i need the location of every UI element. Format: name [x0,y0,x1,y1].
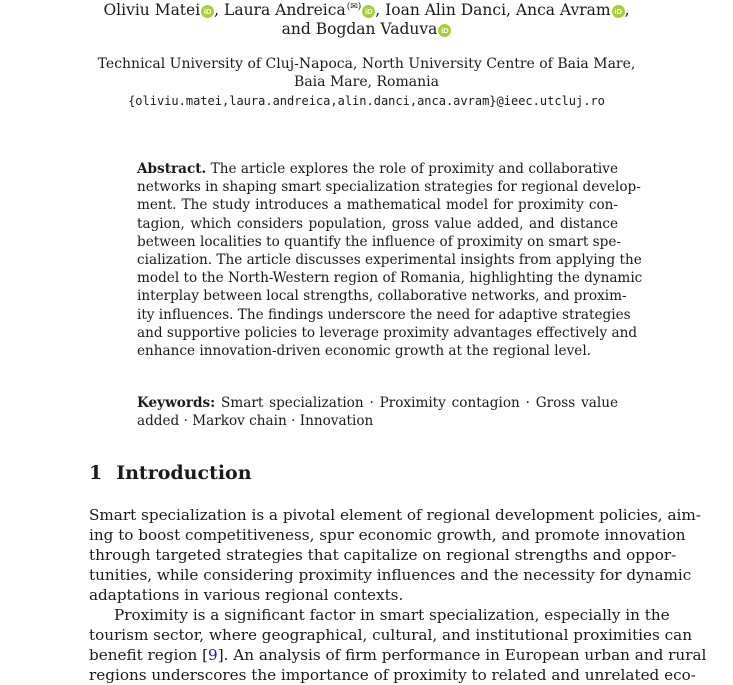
body-line: tourism sector, where geographical, cultural, and institutional proximities can [89,626,692,644]
orcid-icon[interactable]: iD [438,24,451,37]
orcid-icon[interactable]: iD [362,5,375,18]
body-line: ing to boost competitiveness, spur economic growth, and promote innovation [89,526,686,544]
affiliation-city: Baia Mare, Romania [294,74,439,90]
author-emails[interactable]: {oliviu.matei,laura.andreica,alin.danci,anca.avram}@ieec.utcluj.ro [128,94,605,108]
abstract-line: cialization. The article discusses experimental insights from applying the [137,251,642,268]
abstract-label: Abstract. [137,161,207,177]
keywords-label: Keywords: [137,395,216,411]
author-name: Bogdan Vaduva [315,20,438,38]
author-list-line-2: and Bogdan Vaduva iD [0,20,733,38]
abstract-line: networks in shaping smart specialization strategies for regional develop- [137,179,641,196]
author-list: Oliviu Matei iD , Laura Andreica(✉) iD , Ioan Alin Danci, Anca Avram iD , [103,1,630,19]
abstract-line: Abstract. The article explores the role of proximity and collaborative [137,161,618,177]
abstract-line: interplay between local strengths, collaborative networks, and proxim- [137,288,627,305]
orcid-icon[interactable]: iD [612,5,625,18]
keywords-line: added · Markov chain · Innovation [137,413,374,430]
section-number: 1 [89,462,103,484]
body-line: tunities, while considering proximity influences and the necessity for dynamic [89,566,692,584]
body-text [89,505,707,685]
body-line: regions underscores the importance of proximity to related and unrelated eco- [89,666,696,684]
author-name: Anca Avram [515,1,611,19]
body-line: through targeted strategies that capitalize on regional strengths and oppor- [89,546,677,564]
author-name: Ioan Alin Danci [385,1,507,19]
abstract-line: between localities to quantify the influence of proximity on smart spe- [137,233,621,250]
abstract-line: model to the North-Western region of Romania, highlighting the dynamic [137,270,643,287]
abstract [137,160,643,360]
keywords [137,394,618,430]
body-line: Proximity is a significant factor in smart specialization, especially in the [114,606,670,624]
body-line: Smart specialization is a pivotal element of regional development policies, aim- [89,506,701,524]
affiliation-line: Technical University of Cluj-Napoca, North University Centre of Baia Mare, [97,56,636,72]
author-name: Laura Andreica [224,1,346,19]
abstract-line: tagion, which considers population, gross value added, and distance [137,215,618,232]
corresponding-author-envelope: (✉) [346,2,362,12]
body-line: adaptations in various regional contexts. [89,586,404,604]
section-heading [89,462,252,484]
abstract-line: and supportive policies to leverage proximity advantages effectively and [137,324,638,341]
section-title: Introduction [116,462,252,484]
keywords-line: Keywords: Smart specialization · Proximity contagion · Gross value [137,395,618,411]
abstract-line: ity influences. The findings underscore the need for adaptive strategies [137,306,631,323]
abstract-line: ment. The study introduces a mathematical model for proximity con- [137,197,618,214]
citation-link[interactable]: 9 [208,646,218,664]
abstract-line: enhance innovation-driven economic growth at the regional level. [137,342,591,359]
author-name: Oliviu Matei [103,1,201,19]
orcid-icon[interactable]: iD [201,5,214,18]
body-line: benefit region [9]. An analysis of firm performance in European urban and rural [89,646,707,664]
